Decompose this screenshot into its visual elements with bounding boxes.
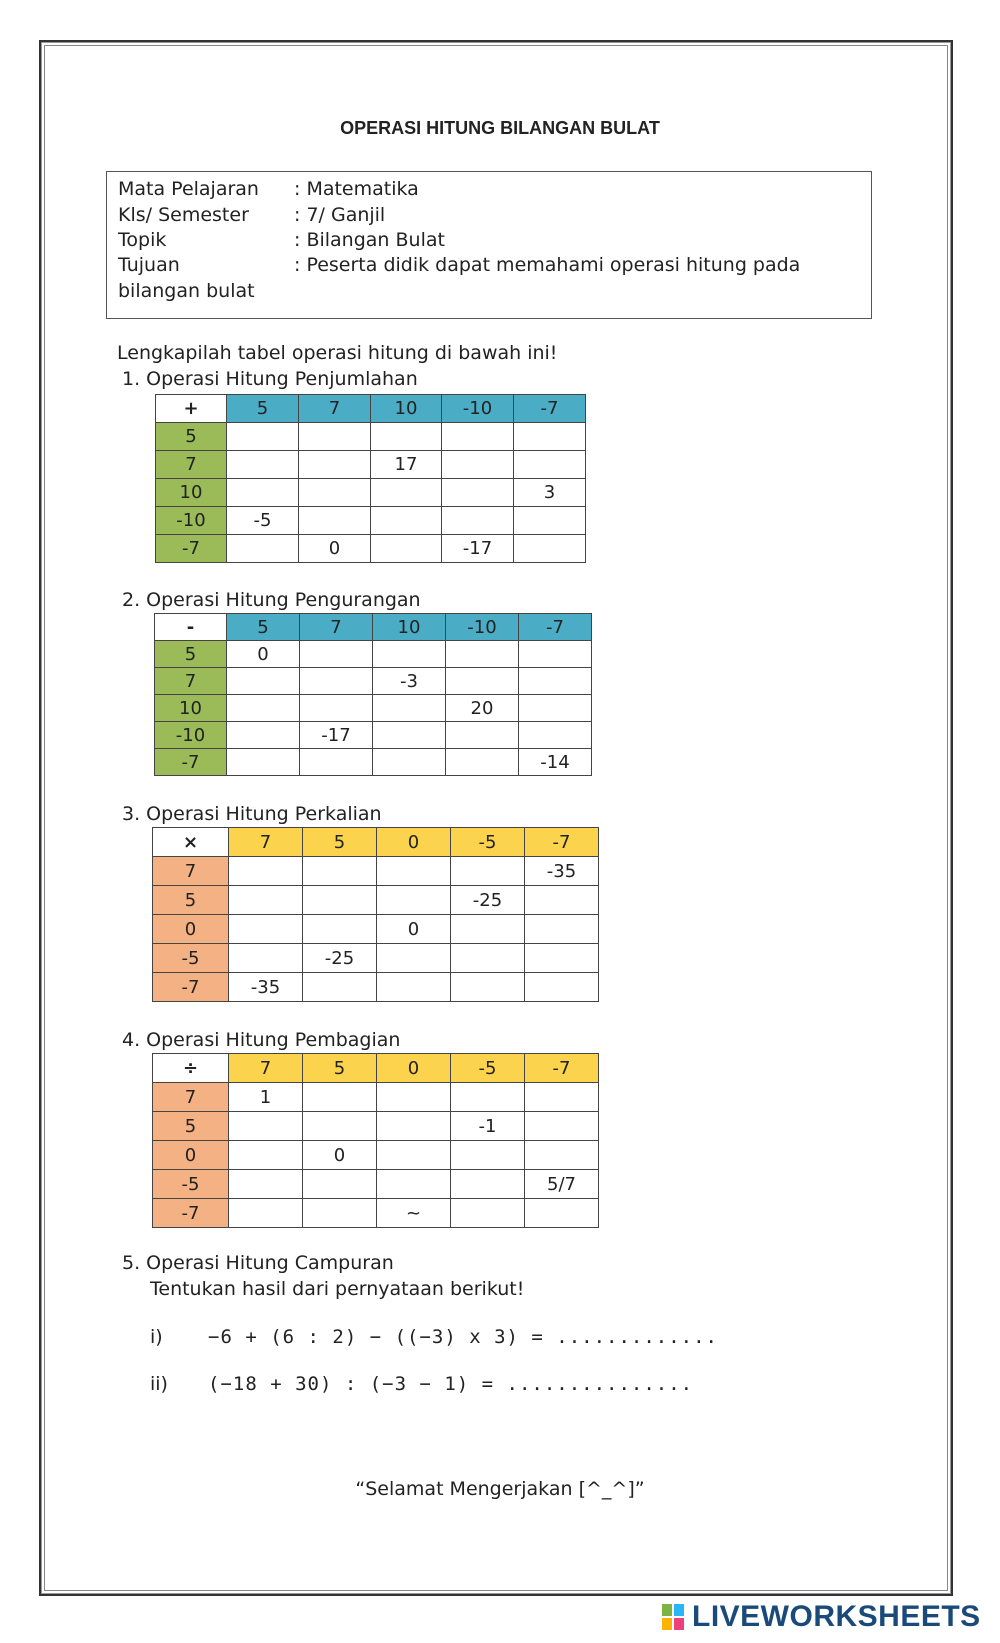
row-header: 0	[153, 1141, 229, 1170]
answer-cell-empty[interactable]	[227, 668, 300, 695]
liveworksheets-logo: LIVEWORKSHEETS	[692, 1600, 981, 1633]
column-header: 0	[377, 1054, 451, 1083]
answer-cell-empty[interactable]	[303, 973, 377, 1002]
answer-cell-empty[interactable]	[442, 451, 514, 479]
answer-cell-empty[interactable]	[514, 451, 586, 479]
column-header: 5	[303, 1054, 377, 1083]
answer-cell-empty[interactable]	[299, 507, 371, 535]
operation-table-1	[155, 394, 586, 563]
answer-cell-empty[interactable]	[525, 1199, 599, 1228]
answer-cell-empty[interactable]	[519, 722, 592, 749]
info-value: : Peserta didik dapat memahami operasi hitung pada	[294, 254, 801, 276]
answer-cell-empty[interactable]	[451, 973, 525, 1002]
answer-cell-empty[interactable]	[446, 668, 519, 695]
column-header: -10	[442, 395, 514, 423]
table-row	[153, 915, 599, 944]
section-heading-1: 1. Operasi Hitung Penjumlahan	[122, 368, 418, 390]
answer-cell-empty[interactable]	[303, 1083, 377, 1112]
table-row	[155, 722, 592, 749]
table-row	[155, 749, 592, 776]
answer-cell-empty[interactable]	[300, 695, 373, 722]
liveworksheets-logo-icon	[662, 1604, 686, 1632]
column-header: 0	[377, 828, 451, 857]
info-value: : Matematika	[294, 178, 419, 200]
answer-cell-empty[interactable]	[451, 1199, 525, 1228]
answer-cell-empty[interactable]	[303, 1199, 377, 1228]
operator-cell: -	[155, 614, 227, 641]
answer-cell-empty[interactable]	[525, 1112, 599, 1141]
answer-cell: -17	[300, 722, 373, 749]
answer-cell-empty[interactable]	[377, 1141, 451, 1170]
row-header: 7	[153, 1083, 229, 1112]
column-header: -7	[519, 614, 592, 641]
column-header: 7	[299, 395, 371, 423]
answer-cell-empty[interactable]	[377, 973, 451, 1002]
answer-cell-empty[interactable]	[514, 507, 586, 535]
answer-cell-empty[interactable]	[373, 722, 446, 749]
answer-cell: -25	[451, 886, 525, 915]
operator-cell: +	[156, 395, 227, 423]
column-header: -7	[514, 395, 586, 423]
answer-cell-empty[interactable]	[451, 944, 525, 973]
answer-cell-empty[interactable]	[227, 722, 300, 749]
answer-cell-empty[interactable]	[303, 1112, 377, 1141]
answer-cell-empty[interactable]	[451, 1083, 525, 1112]
answer-cell-empty[interactable]	[377, 1170, 451, 1199]
answer-cell-empty[interactable]	[377, 1112, 451, 1141]
answer-cell-empty[interactable]	[514, 423, 586, 451]
answer-cell-empty[interactable]	[373, 695, 446, 722]
row-header: -10	[155, 722, 227, 749]
answer-cell: -17	[442, 535, 514, 563]
section-heading-4: 4. Operasi Hitung Pembagian	[122, 1029, 401, 1051]
table-row	[153, 1199, 599, 1228]
expression-1: −6 + (6 : 2) − ((−3) x 3) = .............	[208, 1326, 718, 1348]
table-row	[153, 857, 599, 886]
column-header: -10	[446, 614, 519, 641]
row-header: 0	[153, 915, 229, 944]
column-header: -5	[451, 828, 525, 857]
table-row	[156, 507, 586, 535]
answer-cell-empty[interactable]	[446, 641, 519, 668]
answer-cell-empty[interactable]	[227, 535, 299, 563]
info-value: : 7/ Ganjil	[294, 204, 386, 226]
table-header-row	[155, 614, 592, 641]
column-header: 7	[229, 1054, 303, 1083]
row-header: 5	[156, 423, 227, 451]
answer-cell-empty[interactable]	[299, 451, 371, 479]
answer-cell: 17	[371, 451, 442, 479]
column-header: 5	[227, 395, 299, 423]
answer-cell-empty[interactable]	[299, 479, 371, 507]
table-row	[153, 1083, 599, 1112]
answer-cell-empty[interactable]	[227, 695, 300, 722]
answer-cell: -5	[227, 507, 299, 535]
answer-cell-empty[interactable]	[229, 944, 303, 973]
row-header: -7	[155, 749, 227, 776]
table-row	[156, 479, 586, 507]
instruction: Lengkapilah tabel operasi hitung di bawah ini!	[117, 342, 558, 364]
column-header: 5	[227, 614, 300, 641]
answer-cell-empty[interactable]	[451, 915, 525, 944]
answer-cell: 1	[229, 1083, 303, 1112]
row-header: -5	[153, 1170, 229, 1199]
answer-cell: 5/7	[525, 1170, 599, 1199]
answer-cell-empty[interactable]	[229, 886, 303, 915]
answer-cell-empty[interactable]	[227, 451, 299, 479]
row-header: 7	[153, 857, 229, 886]
answer-cell: -35	[229, 973, 303, 1002]
operation-table-4	[152, 1053, 599, 1228]
answer-cell-empty[interactable]	[303, 1170, 377, 1199]
answer-cell-empty[interactable]	[227, 423, 299, 451]
section-heading-3: 3. Operasi Hitung Perkalian	[122, 803, 382, 825]
column-header: -7	[525, 1054, 599, 1083]
table-header-row	[153, 1054, 599, 1083]
answer-cell-empty[interactable]	[442, 479, 514, 507]
answer-cell-empty[interactable]	[229, 1141, 303, 1170]
answer-cell: 3	[514, 479, 586, 507]
answer-cell-empty[interactable]	[371, 507, 442, 535]
answer-cell-empty[interactable]	[451, 857, 525, 886]
answer-cell-empty[interactable]	[525, 886, 599, 915]
answer-cell: 0	[299, 535, 371, 563]
answer-cell-empty[interactable]	[373, 641, 446, 668]
row-header: 5	[153, 886, 229, 915]
answer-cell: ~	[377, 1199, 451, 1228]
row-header: 7	[155, 668, 227, 695]
answer-cell-empty[interactable]	[451, 1170, 525, 1199]
row-header: -5	[153, 944, 229, 973]
row-header: 10	[156, 479, 227, 507]
column-header: 10	[373, 614, 446, 641]
answer-cell-empty[interactable]	[519, 641, 592, 668]
answer-cell: 0	[227, 641, 300, 668]
row-header: 7	[156, 451, 227, 479]
mixed-heading: 5. Operasi Hitung Campuran	[122, 1252, 394, 1274]
answer-cell-empty[interactable]	[377, 1083, 451, 1112]
answer-cell-empty[interactable]	[377, 886, 451, 915]
row-header: 5	[153, 1112, 229, 1141]
column-header: 5	[303, 828, 377, 857]
table-row	[153, 1141, 599, 1170]
answer-cell-empty[interactable]	[446, 722, 519, 749]
page-title: OPERASI HITUNG BILANGAN BULAT	[340, 118, 660, 138]
info-value: : Bilangan Bulat	[294, 229, 445, 251]
answer-cell: 0	[377, 915, 451, 944]
column-header: 7	[300, 614, 373, 641]
answer-cell-empty[interactable]	[229, 1170, 303, 1199]
answer-cell-empty[interactable]	[300, 668, 373, 695]
answer-cell-empty[interactable]	[227, 749, 300, 776]
table-row	[155, 695, 592, 722]
answer-cell-empty[interactable]	[525, 973, 599, 1002]
table-row	[153, 973, 599, 1002]
operation-table-2	[154, 613, 592, 776]
answer-cell-empty[interactable]	[377, 857, 451, 886]
answer-cell-empty[interactable]	[525, 915, 599, 944]
row-header: 10	[155, 695, 227, 722]
table-row	[153, 1112, 599, 1141]
answer-cell-empty[interactable]	[519, 695, 592, 722]
answer-cell-empty[interactable]	[371, 423, 442, 451]
answer-cell-empty[interactable]	[303, 915, 377, 944]
row-header: -7	[153, 1199, 229, 1228]
answer-cell-empty[interactable]	[525, 1083, 599, 1112]
row-header: 5	[155, 641, 227, 668]
answer-cell-empty[interactable]	[525, 944, 599, 973]
answer-cell: -1	[451, 1112, 525, 1141]
closing-message: “Selamat Mengerjakan [^_^]”	[355, 1478, 645, 1500]
row-header: -7	[153, 973, 229, 1002]
answer-cell-empty[interactable]	[299, 423, 371, 451]
answer-cell-empty[interactable]	[303, 857, 377, 886]
answer-cell: 20	[446, 695, 519, 722]
column-header: -7	[525, 828, 599, 857]
info-label: Tujuan	[118, 254, 180, 276]
answer-cell-empty[interactable]	[442, 423, 514, 451]
mixed-subheading: Tentukan hasil dari pernyataan berikut!	[150, 1278, 525, 1300]
answer-cell-empty[interactable]	[303, 886, 377, 915]
table-row	[153, 886, 599, 915]
operator-cell: ×	[153, 828, 229, 857]
answer-cell-empty[interactable]	[229, 915, 303, 944]
item-label-2: ii)	[150, 1373, 168, 1395]
answer-cell: -14	[519, 749, 592, 776]
answer-cell-empty[interactable]	[229, 1112, 303, 1141]
answer-cell-empty[interactable]	[514, 535, 586, 563]
row-header: -10	[156, 507, 227, 535]
table-row	[153, 944, 599, 973]
answer-cell-empty[interactable]	[446, 749, 519, 776]
answer-cell-empty[interactable]	[373, 749, 446, 776]
answer-cell: 0	[303, 1141, 377, 1170]
answer-cell: -3	[373, 668, 446, 695]
answer-cell-empty[interactable]	[371, 535, 442, 563]
info-label: Kls/ Semester	[118, 204, 249, 226]
answer-cell-empty[interactable]	[525, 1141, 599, 1170]
table-row	[155, 641, 592, 668]
answer-cell-empty[interactable]	[377, 944, 451, 973]
answer-cell-empty[interactable]	[442, 507, 514, 535]
section-heading-2: 2. Operasi Hitung Pengurangan	[122, 589, 421, 611]
item-label-1: i)	[150, 1326, 163, 1348]
answer-cell-empty[interactable]	[451, 1141, 525, 1170]
table-row	[156, 451, 586, 479]
column-header: -5	[451, 1054, 525, 1083]
answer-cell-empty[interactable]	[229, 1199, 303, 1228]
answer-cell-empty[interactable]	[300, 749, 373, 776]
table-row	[156, 535, 586, 563]
table-row	[155, 668, 592, 695]
answer-cell-empty[interactable]	[300, 641, 373, 668]
answer-cell-empty[interactable]	[229, 857, 303, 886]
info-label: Mata Pelajaran	[118, 178, 259, 200]
info-label: Topik	[118, 229, 167, 251]
answer-cell-empty[interactable]	[227, 479, 299, 507]
table-header-row	[153, 828, 599, 857]
operation-table-3	[152, 827, 599, 1002]
answer-cell: -25	[303, 944, 377, 973]
column-header: 7	[229, 828, 303, 857]
expression-2: (−18 + 30) : (−3 − 1) = ...............	[208, 1373, 694, 1395]
info-continuation: bilangan bulat	[118, 280, 255, 302]
row-header: -7	[156, 535, 227, 563]
answer-cell-empty[interactable]	[519, 668, 592, 695]
table-row	[153, 1170, 599, 1199]
table-header-row	[156, 395, 586, 423]
answer-cell: -35	[525, 857, 599, 886]
operator-cell: ÷	[153, 1054, 229, 1083]
answer-cell-empty[interactable]	[371, 479, 442, 507]
column-header: 10	[371, 395, 442, 423]
table-row	[156, 423, 586, 451]
